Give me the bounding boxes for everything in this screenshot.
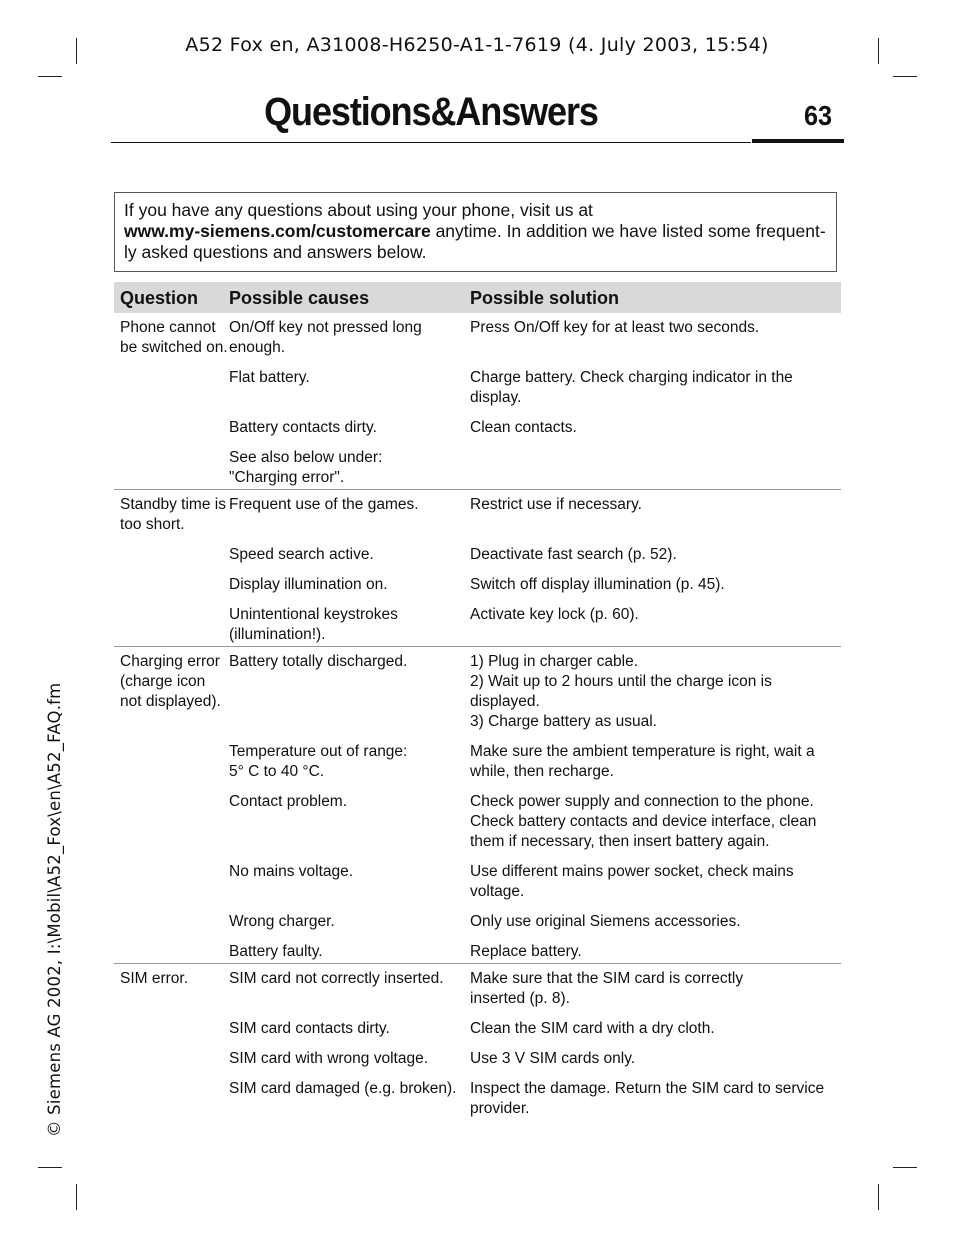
solution-cell: Replace battery.	[470, 943, 582, 960]
solution-cell: Restrict use if necessary.	[470, 496, 642, 513]
cause-cell: SIM card not correctly inserted.	[229, 970, 444, 987]
cause-cell: See also below under: "Charging error".	[229, 449, 383, 486]
cause-cell: Wrong charger.	[229, 913, 335, 930]
table-row	[114, 493, 841, 535]
page-number: 63	[803, 100, 833, 131]
cause-cell: Speed search active.	[229, 546, 374, 563]
header-causes: Possible causes	[229, 287, 370, 308]
cause-cell: Unintentional keystrokes (illumination!).	[229, 606, 398, 643]
table-row	[114, 1069, 841, 1119]
faq-group	[114, 647, 841, 964]
cause-cell: Contact problem.	[229, 793, 348, 810]
cause-cell: SIM card damaged (e.g. broken).	[229, 1080, 457, 1097]
faq-group	[114, 490, 841, 647]
solution-cell: Check power supply and connection to the phone. Check battery contacts and device interface, clean them if necessary, then insert battery again.	[470, 793, 817, 850]
solution-cell: Only use original Siemens accessories.	[470, 913, 741, 930]
intro-box	[114, 192, 837, 272]
solution-cell: 1) Plug in charger cable. 2) Wait up to 2 hours until the charge icon is displayed. 3) Charge battery as usual.	[470, 653, 772, 730]
table-row	[114, 852, 841, 902]
intro-line-3: ly asked questions and answers below.	[124, 242, 427, 262]
intro-line-1: If you have any questions about using your phone, visit us at	[124, 200, 593, 220]
question-cell: Standby time is too short.	[120, 496, 226, 533]
cause-cell: Temperature out of range: 5° C to 40 °C.	[229, 743, 408, 780]
solution-cell: Use different mains power socket, check mains voltage.	[470, 863, 794, 900]
table-row	[114, 732, 841, 782]
table-row	[114, 316, 841, 358]
file-info-header: A52 Fox en, A31008-H6250-A1-1-7619 (4. July 2003, 15:54)	[185, 34, 769, 56]
table-row	[114, 358, 841, 408]
solution-cell: Press On/Off key for at least two seconds.	[470, 319, 760, 336]
cause-cell: SIM card with wrong voltage.	[229, 1050, 429, 1067]
cause-cell: Flat battery.	[229, 369, 310, 386]
faq-group	[114, 964, 841, 1120]
faq-table-body	[114, 313, 841, 1120]
crop-mark	[893, 1167, 917, 1168]
solution-cell: Clean contacts.	[470, 419, 577, 436]
cause-cell: Frequent use of the games.	[229, 496, 419, 513]
header-solution: Possible solution	[470, 287, 620, 308]
solution-cell: Inspect the damage. Return the SIM card to service provider.	[470, 1080, 825, 1117]
question-cell: Phone cannot be switched on.	[120, 319, 228, 356]
crop-mark	[76, 1184, 77, 1210]
copyright-margin-text: © Siemens AG 2002, I:\Mobil\A52_Fox\en\A52_FAQ.fm	[45, 682, 64, 1137]
crop-mark	[38, 76, 62, 77]
table-row	[114, 902, 841, 932]
table-row	[114, 535, 841, 565]
table-row	[114, 438, 841, 488]
cause-cell: Battery faulty.	[229, 943, 323, 960]
solution-cell: Use 3 V SIM cards only.	[470, 1050, 636, 1067]
faq-group	[114, 313, 841, 490]
crop-mark	[878, 1184, 879, 1210]
cause-cell: On/Off key not pressed long enough.	[229, 319, 422, 356]
solution-cell: Clean the SIM card with a dry cloth.	[470, 1020, 715, 1037]
cause-cell: Battery totally discharged.	[229, 653, 408, 670]
question-cell: Charging error (charge icon not displayed).	[120, 653, 221, 710]
solution-cell: Make sure the ambient temperature is right, wait a while, then recharge.	[470, 743, 815, 780]
table-row	[114, 782, 841, 852]
table-row	[114, 595, 841, 645]
solution-cell: Activate key lock (p. 60).	[470, 606, 639, 623]
table-row	[114, 565, 841, 595]
table-row	[114, 1039, 841, 1069]
header-question: Question	[120, 287, 199, 308]
faq-table	[114, 282, 841, 1120]
solution-cell: Switch off display illumination (p. 45).	[470, 576, 725, 593]
intro-line-2-text: anytime. In addition we have listed some frequent-	[430, 221, 826, 241]
table-row	[114, 650, 841, 732]
question-cell: SIM error.	[120, 970, 189, 987]
page-number-rule	[752, 139, 844, 143]
table-row	[114, 932, 841, 962]
table-row	[114, 408, 841, 438]
support-url-link[interactable]: www.my-siemens.com/customercare	[124, 221, 431, 241]
solution-cell: Charge battery. Check charging indicator in the display.	[470, 369, 793, 406]
cause-cell: Display illumination on.	[229, 576, 388, 593]
solution-cell: Deactivate fast search (p. 52).	[470, 546, 677, 563]
crop-mark	[38, 1167, 62, 1168]
page-title: Questions&Answers	[264, 90, 598, 134]
intro-line-2	[124, 221, 827, 242]
cause-cell: No mains voltage.	[229, 863, 354, 880]
table-row	[114, 967, 841, 1009]
cause-cell: SIM card contacts dirty.	[229, 1020, 390, 1037]
table-row	[114, 1009, 841, 1039]
faq-table-header	[114, 282, 841, 313]
title-rule	[111, 142, 751, 143]
crop-mark	[893, 76, 917, 77]
cause-cell: Battery contacts dirty.	[229, 419, 377, 436]
solution-cell: Make sure that the SIM card is correctly inserted (p. 8).	[470, 970, 744, 1007]
